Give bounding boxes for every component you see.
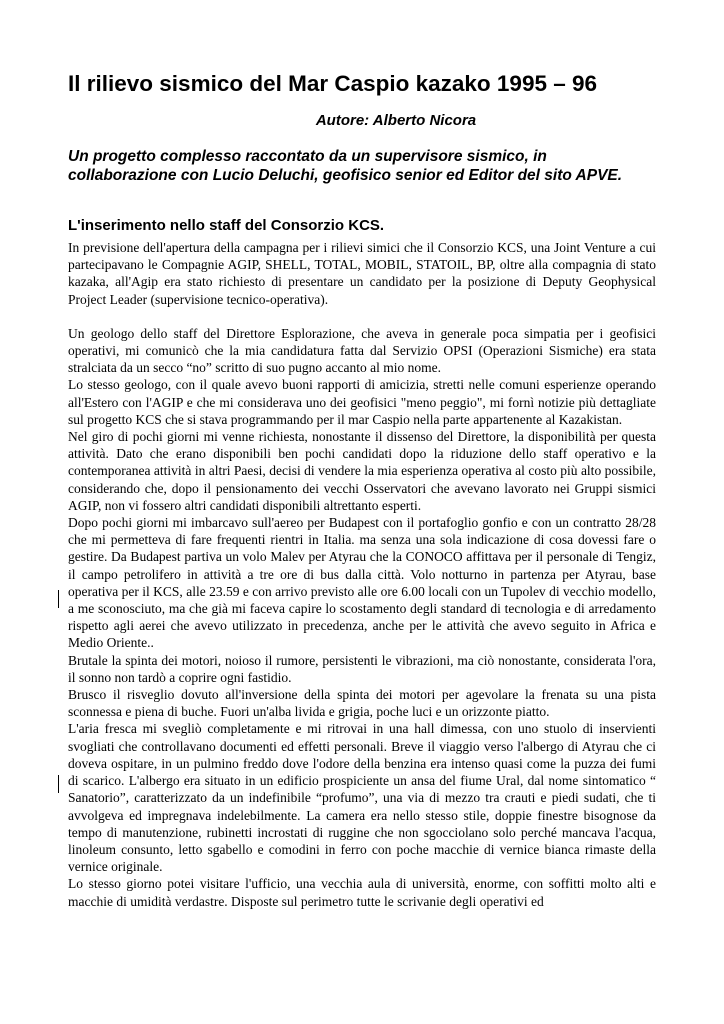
document-title: Il rilievo sismico del Mar Caspio kazako 1995 – 96: [68, 71, 598, 96]
section-heading: L'inserimento nello staff del Consorzio KCS.: [68, 217, 385, 234]
paragraph: Lo stesso giorno potei visitare l'ufficio, una vecchia aula di università, enorme, con soffitti molto alti e macchie di umidità verdastre. Disposte sul perimetro tutte le scrivanie degli operativi ed: [68, 876, 656, 909]
paragraph: Nel giro di pochi giorni mi venne richiesta, nonostante il dissenso del Direttore, la disponibilità per questa attività. Dato che erano disponibili ben pochi candidati dopo la riduzione dello staff operativo e la contemporanea attività in altri Paesi, decisi di vendere la mia esperienza operativa al costo più alto possibile, considerando che, dopo il pensionamento dei vecchi Osservatori che avevano lavorato nei Gruppi sismici AGIP, non vi fossero altri candidati disponibili altrettanto esperti.: [68, 429, 656, 513]
paragraph: L'aria fresca mi svegliò completamente e mi ritrovai in una hall dimessa, con uno stuolo di inservienti svogliati che controllavano documenti ed effetti personali. Breve il viaggio verso l'albergo di Atyrau che ci doveva ospitare, in un pulmino freddo dove l'odore della benzina era intenso quasi come la puzza dei fumi di scarico. L'albergo era situato in un edificio prospiciente un ansa del fiume Ural, dal nome sintomatico “ Sanatorio”, caratterizzato da un indefinibile “profumo”, una via di mezzo tra crauti e piedi sudati, che ti avvolgeva ed impregnava indelebilmente. La camera era nello stesso stile, doppie finestre bisognose da tempo di manutenzione, rubinetti incrostati di ruggine che non sgocciolano solo perché mancava l'acqua, linoleum consunto, letto sgabello e comodini in ferro con poche macchie di vernice bianca rimaste della vernice originale.: [68, 721, 656, 875]
body-text: [68, 239, 656, 910]
document-subtitle: Un progetto complesso raccontato da un supervisore sismico, in collaborazione con Lucio Deluchi, geofisico senior ed Editor del sito APVE.: [68, 148, 623, 184]
paragraph: Un geologo dello staff del Direttore Esplorazione, che aveva in generale poca simpatia per i geofisici operativi, mi comunicò che la mia candidatura fatta dal Servizio OPSI (Operazioni Sismiche) era stata stralciata da un secco “no” scritto di suo pugno accanto al mio nome.: [68, 325, 656, 376]
paragraph: In previsione dell'apertura della campagna per i rilievi simici che il Consorzio KCS, una Joint Venture a cui partecipavano le Compagnie AGIP, SHELL, TOTAL, MOBIL, STATOIL, BP, oltre alla compagnia di stato kazaka, all'Agip era stato richiesto di presentare un candidato per la posizione di Deputy Geophysical Project Leader (supervisione tecnico-operativa).: [68, 240, 656, 307]
paragraph: Lo stesso geologo, con il quale avevo buoni rapporti di amicizia, stretti nelle comuni esperienze operando all'Estero con l'AGIP e che mi considerava uno dei geofisici "meno peggio", mi fornì notizie più dettagliate sul progetto KCS che si stava programmando per il mar Caspio nella parte appartenente al Kazakistan.: [68, 377, 656, 427]
paragraph: Dopo pochi giorni mi imbarcavo sull'aereo per Budapest con il portafoglio gonfio e con un contratto 28/28 che mi permetteva di fare frequenti rientri in Italia. ma senza una sola indicazione di cosa dovessi fare o gestire. Da Budapest partiva un volo Malev per Atyrau che la CONOCO affittava per il personale di Tengiz, il campo petrolifero in attività a tre ore di bus dalla città. Volo notturno in partenza per Atyrau, base operativa per il KCS, alle 23.59 e con arrivo previsto alle ore 6.00 locali con un Tupolev di vecchio modello, a me sconosciuto, ma che già mi faceva capire lo scostamento degli standard di tecnologia e di arredamento rispetto agli aerei che avevo utilizzato in precedenza, anche per le attività che avevo seguito in Africa e Medio Oriente..: [68, 515, 656, 651]
author-line: Autore: Alberto Nicora: [315, 112, 477, 129]
change-bar: [58, 775, 59, 793]
paragraph: Brusco il risveglio dovuto all'inversione della spinta dei motori per agevolare la frenata su una pista sconnessa e piena di buche. Fuori un'alba livida e grigia, poche luci e un orizzonte piatto.: [68, 687, 656, 720]
paragraph: Brutale la spinta dei motori, noioso il rumore, persistenti le vibrazioni, ma ciò nonostante, considerata l'ora, il sonno non tardò a coprire ogni fastidio.: [68, 652, 656, 685]
change-bar: [58, 590, 59, 608]
